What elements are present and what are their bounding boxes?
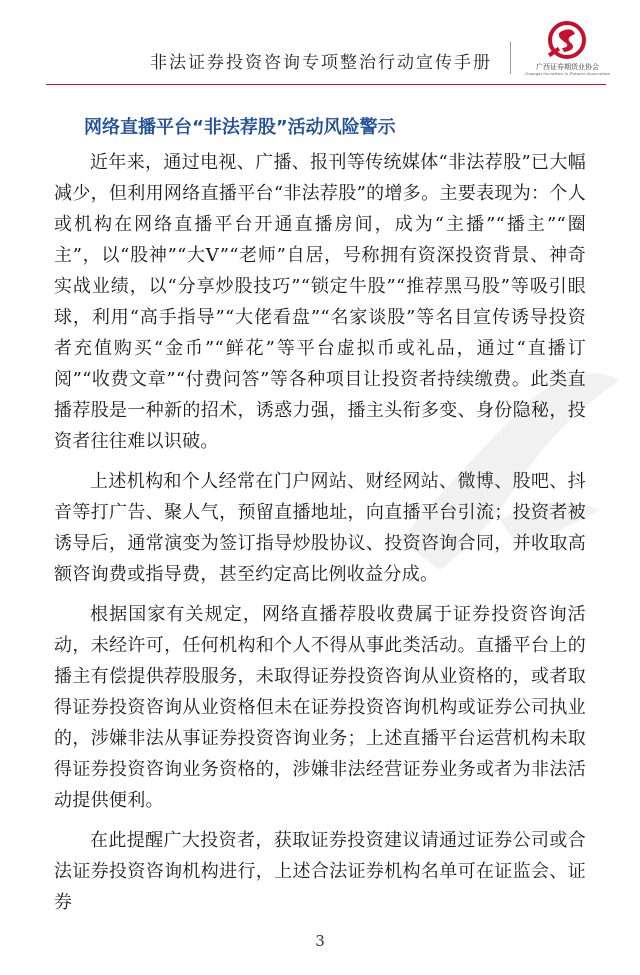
association-logo-icon [520, 20, 615, 62]
header-divider [510, 42, 511, 74]
article-body [54, 147, 586, 927]
header-rule [46, 84, 606, 85]
page-number: 3 [315, 932, 325, 950]
page-header [0, 0, 640, 90]
section-title: 网络直播平台“非法荐股”活动风险警示 [84, 117, 396, 138]
paragraph-1: 近年来，通过电视、广播、报刊等传统媒体“非法荐股”已大幅减少，但利用网络直播平台“非法荐股”的增多。主要表现为：个人或机构在网络直播平台开通直播房间，成为“主播”“播主”“圈主”，以“股神”“大V”“老师”自居，号称拥有资深投资背景、神奇实战业绩，以“分享炒股技巧”“锁定牛股”“推荐黑马股”等吸引眼球，利用“高手指导”“大佬看盘”“名家谈股”等名目宣传诱导投资者充值购买“金币”“鲜花”等平台虚拟币或礼品，通过“直播订阅”“收费文章”“付费问答”等各种项目让投资者持续缴费。此类直播荐股是一种新的招术，诱惑力强，播主头衔多变、身份隐秘，投资者往往难以识破。 [54, 152, 586, 452]
paragraph-3: 根据国家有关规定，网络直播荐股收费属于证券投资咨询活动，未经许可，任何机构和个人不得从事此类活动。直播平台上的播主有偿提供荐股服务，未取得证券投资咨询从业资格的，或者取得证券投资咨询从业资格但未在证券投资咨询机构或证券公司执业的，涉嫌非法从事证券投资咨询业务；上述直播平台运营机构未取得证券投资咨询业务资格的，涉嫌非法经营证券业务或者为非法活动提供便利。 [54, 604, 586, 811]
paragraph-4: 在此提醒广大投资者，获取证券投资建议请通过证券公司或合法证券投资咨询机构进行，上述合法证券机构名单可在证监会、证券 [54, 830, 586, 913]
logo-text: 广西证券期货业协会 [536, 63, 599, 71]
handbook-title: 非法证券投资咨询专项整治行动宣传手册 [150, 53, 492, 73]
paragraph-2: 上述机构和个人经常在门户网站、财经网站、微博、股吧、抖音等打广告、聚人气，预留直播地址，向直播平台引流；投资者被诱导后，通常演变为签订指导炒股协议、投资咨询合同，并收取高额咨询费或指导费，甚至约定高比例收益分成。 [54, 471, 586, 585]
logo-subtext: Guangxi Securities & Futures Association [525, 71, 610, 76]
association-logo [520, 20, 615, 80]
